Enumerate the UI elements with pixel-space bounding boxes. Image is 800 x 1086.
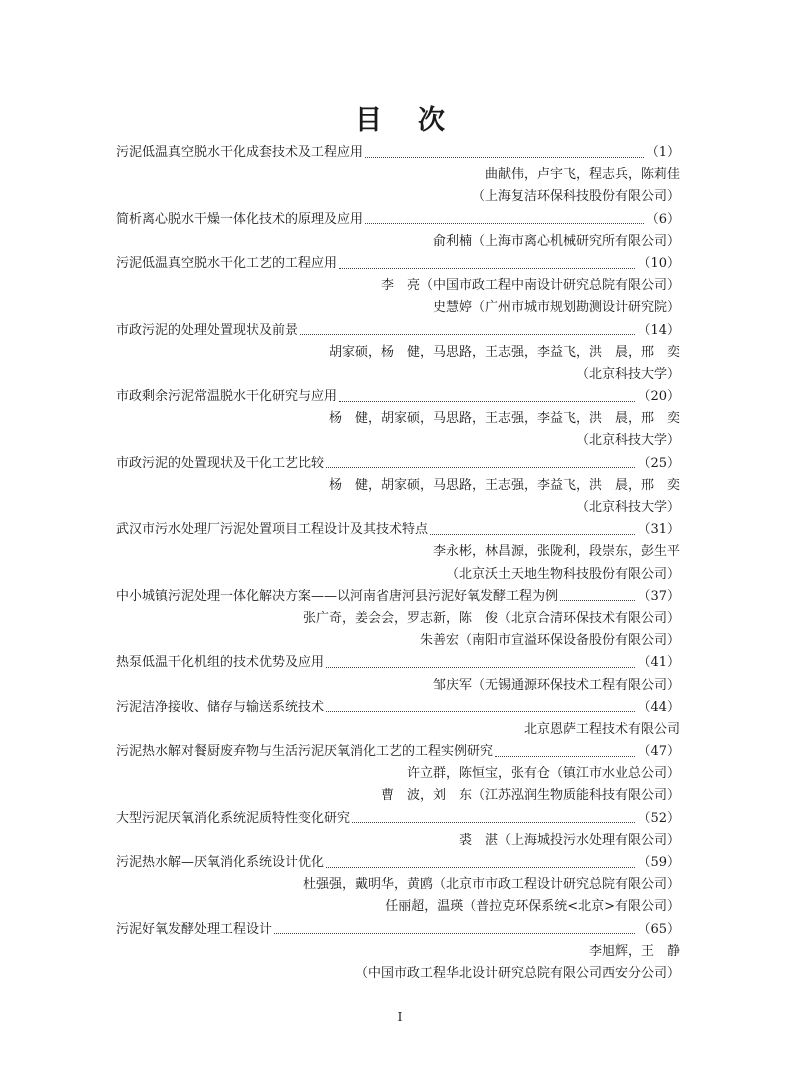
table-of-contents <box>116 142 680 985</box>
toc-entry-authors: （中国市政工程华北设计研究总院有限公司西安分公司） <box>354 965 680 981</box>
toc-entry-title: 热泵低温干化机组的技术优势及应用 <box>116 655 325 671</box>
toc-entry[interactable] <box>116 697 680 719</box>
toc-entry-title: 污泥低温真空脱水干化成套技术及工程应用 <box>116 145 364 160</box>
dot-leader <box>495 756 635 757</box>
toc-entry[interactable] <box>116 209 680 231</box>
toc-entry-page: （1） <box>645 145 680 160</box>
dot-leader <box>352 822 635 823</box>
toc-entry-authors: 许立群，陈恒宝，张有仓（镇江市水业总公司） <box>406 766 680 782</box>
toc-entry-authors: 张广奇，姜会会，罗志新，陈 俊（北京合清环保技术有限公司） <box>302 610 680 626</box>
toc-entry[interactable] <box>116 142 680 164</box>
dot-leader <box>326 711 635 712</box>
toc-entry-authors: （上海复洁环保科技股份有限公司） <box>471 189 680 205</box>
dot-leader <box>339 401 635 402</box>
toc-entry-authors: 任丽超，温瑛（普拉克环保系统<北京>有限公司） <box>385 899 680 915</box>
dot-leader <box>365 223 644 224</box>
toc-entry-authors: 胡家硕，杨 健，马思路，王志强，李益飞，洪 晨，邢 奕 <box>328 344 680 360</box>
toc-entry-title: 市政剩余污泥常温脱水干化研究与应用 <box>116 389 338 405</box>
toc-entry-authors: 北京恩萨工程技术有限公司 <box>523 721 680 737</box>
toc-entry-authors: 朱善宏（南阳市宣溢环保设备股份有限公司） <box>419 633 680 649</box>
toc-entry[interactable] <box>116 652 680 674</box>
toc-entry-page: （65） <box>637 921 680 937</box>
toc-entry[interactable] <box>116 386 680 408</box>
toc-entry-authors: 杜强强，戴明华，黄鸥（北京市市政工程设计研究总院有限公司） <box>302 877 680 893</box>
toc-entry-authors: 俞利楠（上海市离心机械研究所有限公司） <box>432 233 680 249</box>
toc-entry-authors: （北京科技大学） <box>575 433 680 449</box>
dot-leader <box>560 600 635 601</box>
toc-entry-authors: 邹庆军（无锡通源环保技术工程有限公司） <box>432 677 680 693</box>
dot-leader <box>326 467 635 468</box>
toc-entry-title: 市政污泥的处理处置现状及前景 <box>116 322 299 338</box>
dot-leader <box>326 667 635 668</box>
toc-entry-title: 污泥热水解—厌氧消化系统设计优化 <box>116 855 325 870</box>
toc-entry[interactable] <box>116 808 680 830</box>
toc-entry[interactable] <box>116 453 680 475</box>
toc-entry-authors: 杨 健，胡家硕，马思路，王志强，李益飞，洪 晨，邢 奕 <box>328 477 680 493</box>
toc-entry-page: （10） <box>637 255 680 271</box>
toc-entry-title: 污泥热水解对餐厨废弃物与生活污泥厌氧消化工艺的工程实例研究 <box>116 744 494 760</box>
toc-entry-page: （52） <box>637 810 680 826</box>
toc-entry[interactable] <box>116 519 680 541</box>
toc-entry-authors: （北京科技大学） <box>575 500 680 515</box>
toc-entry-page: （37） <box>637 588 680 604</box>
dot-leader <box>274 933 635 934</box>
toc-entry-page: （20） <box>637 389 680 405</box>
toc-entry[interactable] <box>116 852 680 874</box>
toc-entry-title: 污泥洁净接收、储存与输送系统技术 <box>116 699 325 715</box>
dot-leader <box>300 334 635 335</box>
toc-entry-page: （47） <box>637 744 680 760</box>
toc-entry-title: 大型污泥厌氧消化系统泥质特性变化研究 <box>116 810 351 826</box>
toc-entry[interactable] <box>116 253 680 275</box>
toc-entry-title: 简析离心脱水干燥一体化技术的原理及应用 <box>116 211 364 227</box>
toc-entry-title: 市政污泥的处置现状及干化工艺比较 <box>116 455 325 471</box>
toc-entry-authors: 裘 湛（上海城投污水处理有限公司） <box>458 832 680 848</box>
dot-leader <box>339 268 635 269</box>
toc-entry-page: （14） <box>637 322 680 338</box>
toc-entry[interactable] <box>116 586 680 608</box>
toc-entry-authors: （北京科技大学） <box>575 366 680 382</box>
toc-entry-title: 污泥好氧发酵处理工程设计 <box>116 921 273 937</box>
toc-entry-page: （44） <box>637 699 680 715</box>
toc-entry-page: （31） <box>637 522 680 538</box>
toc-entry-authors: （北京沃土天地生物科技股份有限公司） <box>445 566 680 582</box>
dot-leader <box>326 867 635 868</box>
toc-entry-authors: 曹 波，刘 东（江苏泓润生物质能科技有限公司） <box>380 788 680 804</box>
toc-entry-authors: 杨 健，胡家硕，马思路，王志强，李益飞，洪 晨，邢 奕 <box>328 411 680 427</box>
page-title: 目次 <box>355 105 481 136</box>
toc-entry[interactable] <box>116 741 680 763</box>
toc-entry[interactable] <box>116 320 680 342</box>
toc-entry-authors: 李旭辉，王 静 <box>588 943 680 959</box>
dot-leader <box>365 157 644 158</box>
toc-entry-title: 武汉市污水处理厂污泥处置项目工程设计及其技术特点 <box>116 522 429 538</box>
toc-entry-page: （25） <box>637 455 680 471</box>
toc-entry-authors: 李永彬，林昌源，张陇利，段崇东，彭生平 <box>432 544 680 560</box>
toc-entry-page: （6） <box>645 211 680 227</box>
page-number: I <box>397 1010 403 1024</box>
toc-entry-page: （41） <box>637 655 680 671</box>
toc-entry-authors: 曲献伟，卢宇飞，程志兵，陈莉佳 <box>484 167 680 183</box>
toc-entry-page: （59） <box>637 855 680 870</box>
toc-entry-authors: 李 亮（中国市政工程中南设计研究总院有限公司） <box>380 278 680 294</box>
toc-entry-authors: 史慧婷（广州市城市规划勘测设计研究院） <box>432 300 680 316</box>
dot-leader <box>430 534 635 535</box>
toc-entry-title: 中小城镇污泥处理一体化解决方案——以河南省唐河县污泥好氧发酵工程为例 <box>116 588 559 604</box>
toc-entry[interactable] <box>116 919 680 941</box>
toc-entry-title: 污泥低温真空脱水干化工艺的工程应用 <box>116 255 338 271</box>
